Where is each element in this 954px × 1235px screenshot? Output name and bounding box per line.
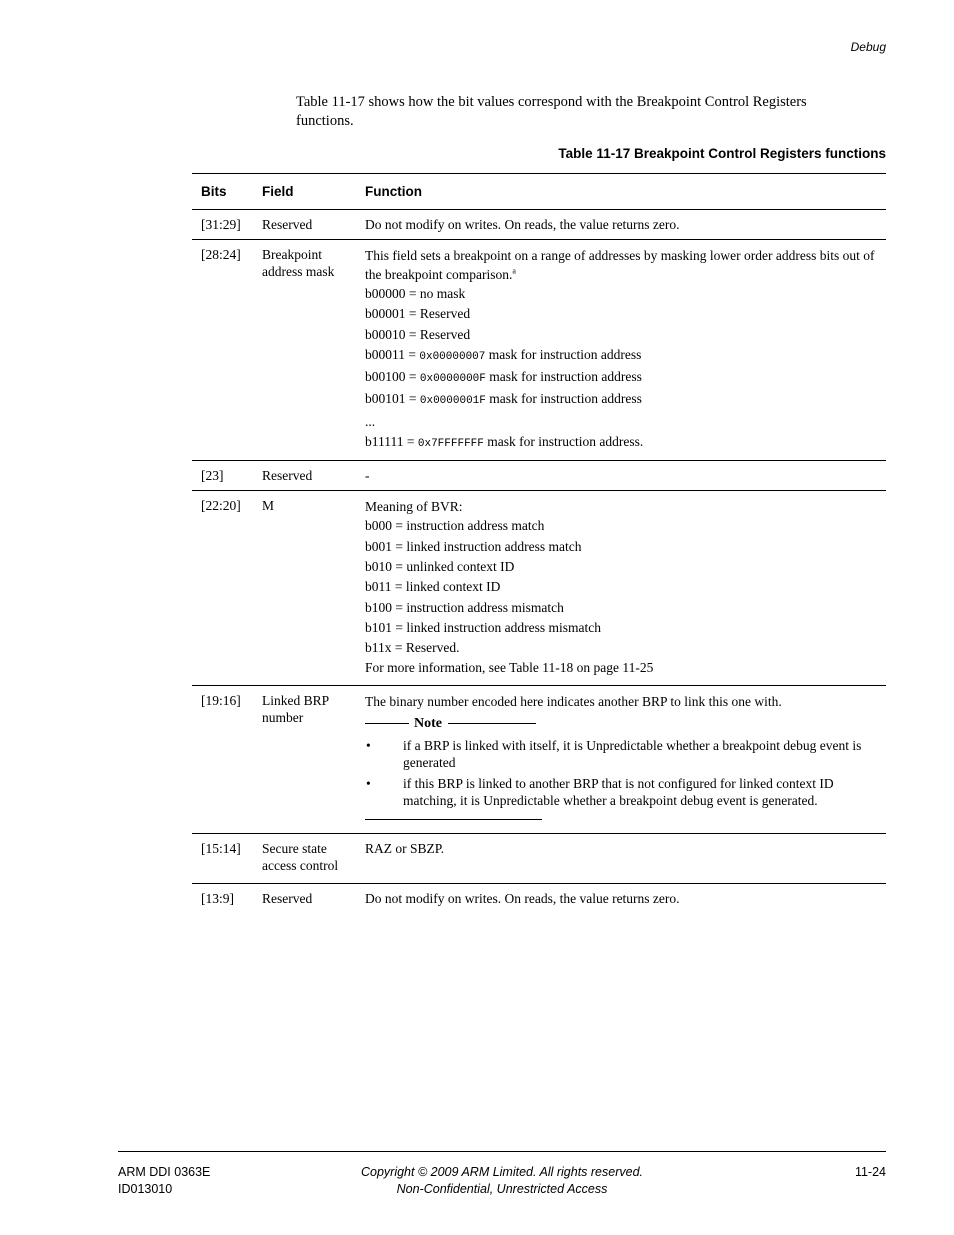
access-notice: Non-Confidential, Unrestricted Access <box>396 1182 608 1196</box>
table-row <box>192 210 886 240</box>
function-cell <box>356 685 886 833</box>
bullet-marker: • <box>366 775 371 791</box>
function-line: b001 = linked instruction address match <box>365 538 582 554</box>
footnote-marker: a <box>512 266 516 276</box>
field-cell: Secure state access control <box>253 833 356 883</box>
bullet-text: if a BRP is linked with itself, it is Unpredictable whether a breakpoint debug event is generated <box>403 737 862 770</box>
function-cell: - <box>356 461 886 491</box>
bits-cell: [28:24] <box>192 240 253 461</box>
function-line: b011 = linked context ID <box>365 579 501 595</box>
function-line: Meaning of BVR: <box>365 499 463 515</box>
table-caption: Table 11-17 Breakpoint Control Registers functions <box>558 146 886 161</box>
breakpoint-control-table <box>192 173 886 913</box>
mask-line: b00100 = 0x0000000F mask for instruction address <box>365 369 642 386</box>
footer-doc-info <box>118 1164 210 1198</box>
table-header-row <box>192 174 886 210</box>
note-bullet-item <box>365 775 878 809</box>
document-number: ARM DDI 0363E <box>118 1165 211 1179</box>
note-header <box>365 715 542 733</box>
function-line: b100 = instruction address mismatch <box>365 599 564 615</box>
function-cell <box>356 240 886 461</box>
page-number: 11-24 <box>854 1165 886 1179</box>
table-row <box>192 240 886 461</box>
table-row <box>192 491 886 685</box>
field-cell: Reserved <box>253 210 356 240</box>
function-line: For more information, see Table 11-18 on page 11-25 <box>365 660 654 676</box>
field-cell: Reserved <box>253 461 356 491</box>
issue-id: ID013010 <box>118 1182 173 1196</box>
function-cell: RAZ or SBZP. <box>356 833 886 883</box>
mask-value: 0x7FFFFFFF <box>417 438 484 451</box>
function-line: b010 = unlinked context ID <box>365 558 515 574</box>
mask-line: b00101 = 0x0000001F mask for instruction address <box>365 391 642 408</box>
bits-cell: [19:16] <box>192 685 253 833</box>
field-cell: M <box>253 491 356 685</box>
header-function: Function <box>356 174 886 210</box>
footer-legal <box>318 1164 686 1198</box>
function-cell <box>356 491 886 685</box>
mask-line: ... <box>365 413 376 429</box>
function-description: The binary number encoded here indicates another BRP to link this one with. <box>365 693 782 709</box>
table-row <box>192 461 886 491</box>
mask-line: b11111 = 0x7FFFFFFF mask for instruction address. <box>365 434 644 451</box>
function-line: b101 = linked instruction address mismatch <box>365 619 601 635</box>
function-cell: Do not modify on writes. On reads, the value returns zero. <box>356 210 886 240</box>
function-cell: Do not modify on writes. On reads, the value returns zero. <box>365 890 680 906</box>
table-row <box>192 685 886 833</box>
bits-cell: [23] <box>192 461 253 491</box>
note-title: Note <box>414 716 442 732</box>
bullet-marker: • <box>366 737 371 753</box>
mask-value: 0x0000000F <box>419 373 486 386</box>
bits-cell: [13:9] <box>201 890 234 906</box>
running-header: Debug <box>850 40 886 54</box>
mask-line: b00010 = Reserved <box>365 326 471 342</box>
mask-value: 0x00000007 <box>419 350 486 363</box>
intro-paragraph: Table 11-17 shows how the bit values correspond with the Breakpoint Control Registers functions. <box>296 94 807 129</box>
mask-line: b00011 = 0x00000007 mask for instruction address <box>365 346 642 363</box>
function-description: This field sets a breakpoint on a range of addresses by masking lower order address bits out of the breakpoint comparison.$^a$ <box>365 248 875 282</box>
bullet-text: if this BRP is linked to another BRP that is not configured for linked context ID matching, it is Unpredictable whether a breakpoint debug event is generated. <box>403 775 834 808</box>
note-rule-left <box>365 723 409 724</box>
mask-value: 0x0000001F <box>419 395 486 408</box>
header-bits: Bits <box>192 174 253 210</box>
note-rule-right <box>448 723 536 724</box>
mask-line: b00000 = no mask <box>365 286 466 301</box>
bits-cell: [22:20] <box>192 491 253 685</box>
bits-cell: [31:29] <box>192 210 253 240</box>
table-row <box>192 883 886 913</box>
function-line: b11x = Reserved. <box>365 640 460 656</box>
function-line: b000 = instruction address match <box>365 518 545 534</box>
field-cell: Reserved <box>262 890 313 906</box>
mask-line: b00001 = Reserved <box>365 306 471 322</box>
footer-rule <box>118 1151 886 1152</box>
note-bullet-item <box>365 737 878 771</box>
table-row <box>192 833 886 883</box>
copyright-notice: Copyright © 2009 ARM Limited. All rights reserved. <box>360 1165 643 1179</box>
note-rule-bottom <box>365 819 542 820</box>
bits-cell: [15:14] <box>192 833 253 883</box>
field-cell: Breakpoint address mask <box>253 240 356 461</box>
field-cell: Linked BRP number <box>253 685 356 833</box>
header-field: Field <box>253 174 356 210</box>
